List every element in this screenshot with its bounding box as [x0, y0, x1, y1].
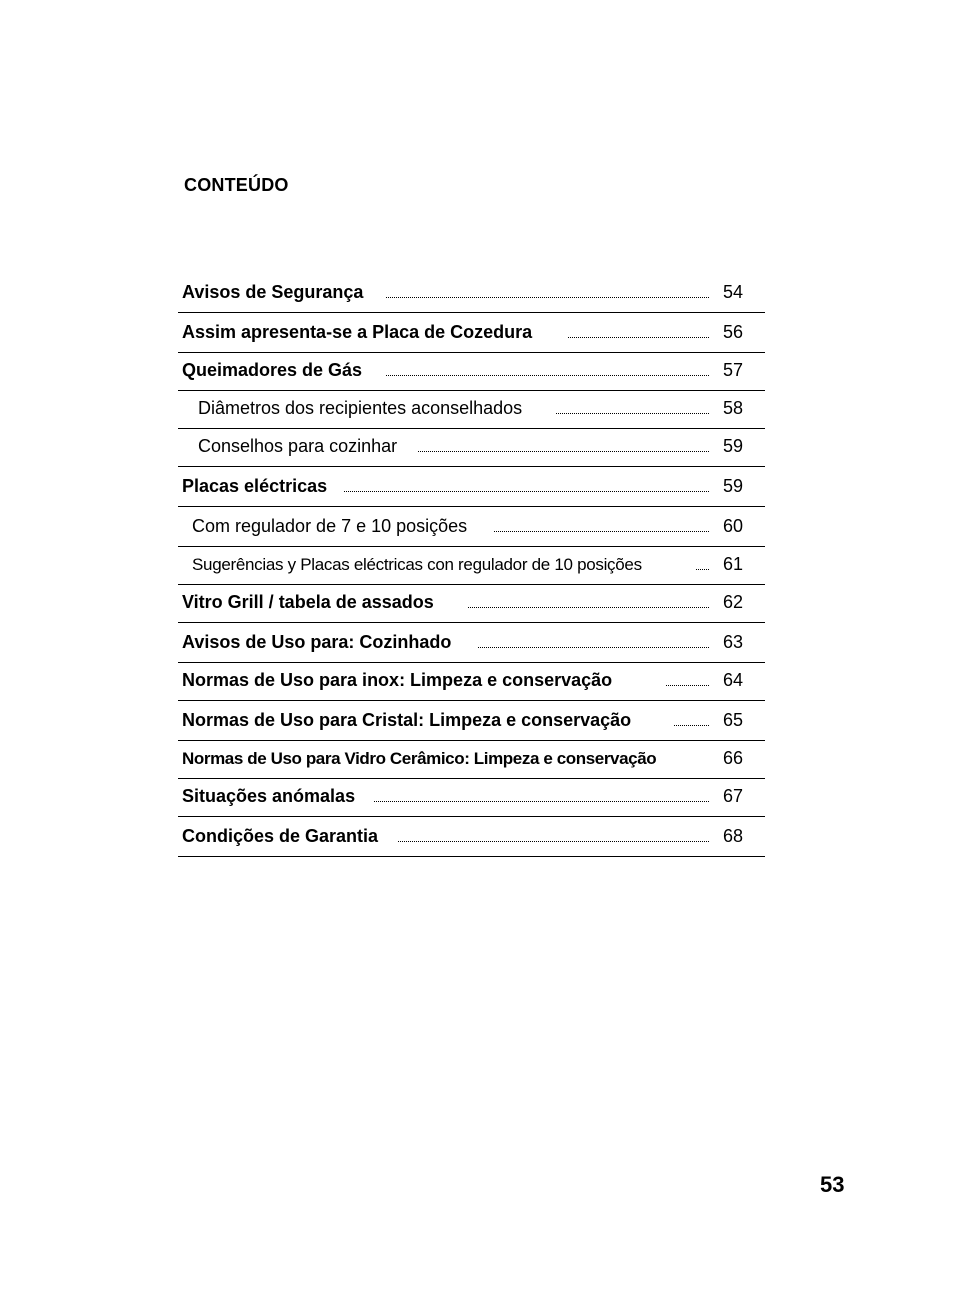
toc-entry-label: Queimadores de Gás — [182, 360, 366, 381]
toc-entry-page: 67 — [722, 786, 743, 806]
toc-entry-label: Sugerências y Placas eléctricas con regulador de 10 posições — [192, 555, 646, 575]
toc-entry-label: Normas de Uso para Vidro Cerâmico: Limpeza e conservação — [182, 749, 660, 769]
toc-entry-page: 60 — [722, 516, 743, 536]
toc-entry-normas-inox[interactable] — [178, 663, 765, 701]
toc-entry-diametros[interactable] — [178, 391, 765, 429]
toc-entry-page: 58 — [722, 398, 743, 418]
toc-entry-page: 59 — [722, 436, 743, 456]
toc-entry-condicoes-garantia[interactable] — [178, 817, 765, 857]
toc-entry-label: Normas de Uso para inox: Limpeza e conservação — [182, 670, 616, 691]
toc-entry-page: 65 — [722, 710, 743, 730]
toc-entry-page: 64 — [722, 670, 743, 690]
toc-entry-label: Avisos de Uso para: Cozinhado — [182, 632, 455, 653]
toc-entry-page: 61 — [722, 554, 743, 574]
toc-entry-placa-cozedura[interactable] — [178, 313, 765, 353]
dot-leader — [674, 725, 709, 726]
page-title: CONTEÚDO — [184, 175, 289, 195]
dot-leader — [556, 413, 709, 414]
toc-entry-avisos-cozinhado[interactable] — [178, 623, 765, 663]
toc-entry-label: Com regulador de 7 e 10 posições — [192, 516, 471, 537]
toc-entry-label: Diâmetros dos recipientes aconselhados — [198, 398, 526, 419]
toc-entry-page: 57 — [722, 360, 743, 380]
dot-leader — [478, 647, 709, 648]
dot-leader — [696, 569, 709, 570]
table-of-contents — [178, 275, 765, 857]
dot-leader — [468, 607, 709, 608]
toc-entry-vitro-grill[interactable] — [178, 585, 765, 623]
toc-entry-page: 54 — [722, 282, 743, 302]
dot-leader — [398, 841, 709, 842]
dot-leader — [386, 297, 709, 298]
dot-leader — [494, 531, 709, 532]
toc-entry-page: 68 — [722, 826, 743, 846]
toc-entry-situacoes-anomalas[interactable] — [178, 779, 765, 817]
toc-entry-page: 59 — [722, 476, 743, 496]
toc-entry-sugerencias[interactable] — [178, 547, 765, 585]
toc-entry-label: Avisos de Segurança — [182, 282, 367, 303]
toc-entry-avisos-seguranca[interactable] — [178, 275, 765, 313]
toc-entry-label: Vitro Grill / tabela de assados — [182, 592, 438, 613]
toc-entry-normas-vidro-ceramico[interactable] — [178, 741, 765, 779]
dot-leader — [344, 491, 709, 492]
toc-entry-label: Normas de Uso para Cristal: Limpeza e conservação — [182, 710, 635, 731]
dot-leader — [386, 375, 709, 376]
toc-entry-label: Placas eléctricas — [182, 476, 331, 497]
toc-entry-label: Conselhos para cozinhar — [198, 436, 401, 457]
dot-leader — [666, 685, 709, 686]
dot-leader — [374, 801, 709, 802]
toc-entry-normas-cristal[interactable] — [178, 701, 765, 741]
toc-entry-page: 63 — [722, 632, 743, 652]
toc-entry-label: Assim apresenta-se a Placa de Cozedura — [182, 322, 536, 343]
toc-entry-page: 62 — [722, 592, 743, 612]
toc-entry-label: Condições de Garantia — [182, 826, 382, 847]
toc-entry-label: Situações anómalas — [182, 786, 359, 807]
dot-leader — [568, 337, 709, 338]
toc-entry-page: 66 — [722, 748, 743, 768]
toc-entry-page: 56 — [722, 322, 743, 342]
toc-entry-placas-electricas[interactable] — [178, 467, 765, 507]
toc-entry-regulador-7-10[interactable] — [178, 507, 765, 547]
toc-entry-conselhos[interactable] — [178, 429, 765, 467]
dot-leader — [418, 451, 709, 452]
page-number: 53 — [820, 1172, 845, 1197]
toc-entry-queimadores-gas[interactable] — [178, 353, 765, 391]
